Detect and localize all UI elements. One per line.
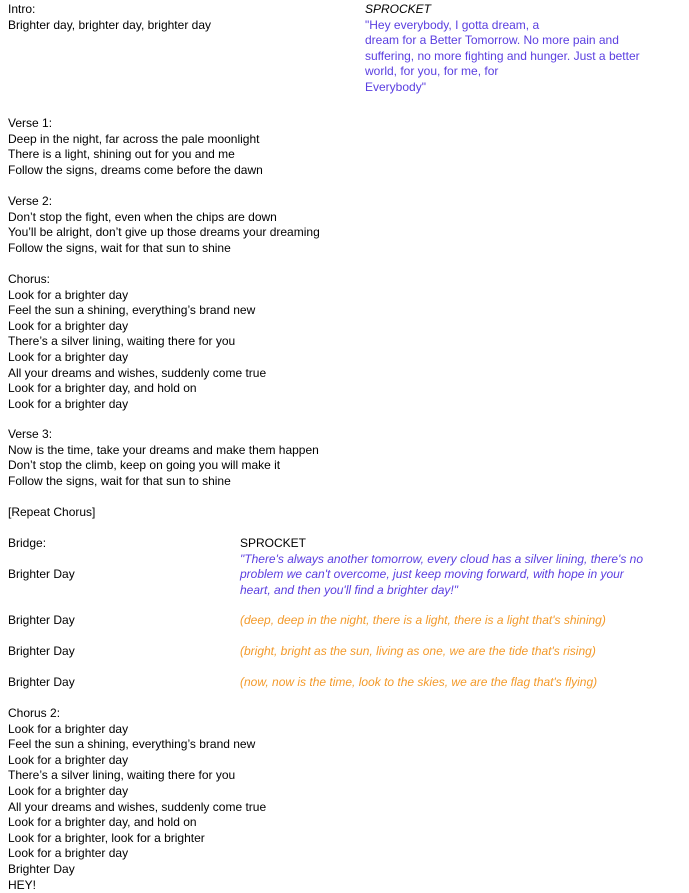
verse1-section <box>8 116 263 178</box>
lyric-line: Look for a brighter, look for a brighter <box>8 830 205 845</box>
lyric-line: Look for a brighter day, and hold on <box>8 815 197 830</box>
lyric-line: There’s a silver lining, waiting there for you <box>8 768 236 783</box>
lyric-line: Follow the signs, wait for that sun to shine <box>8 473 231 488</box>
bridge-echo <box>240 613 606 629</box>
lyric-line: Look for a brighter day <box>8 783 129 798</box>
lyric-line: HEY! <box>8 877 37 892</box>
verse2-section <box>8 194 320 256</box>
lyric-line: Look for a brighter day <box>8 318 129 333</box>
lyric-line: Don’t stop the fight, even when the chips are down <box>8 209 277 224</box>
lyric-line: You’ll be alright, don’t give up those dreams your dreaming <box>8 225 320 240</box>
lyric-line: Follow the signs, wait for that sun to shine <box>8 240 231 255</box>
bridge-echo-line: (bright, bright as the sun, living as one, we are the tide that's rising) <box>240 644 596 658</box>
lyric-line: Look for a brighter day <box>8 396 129 411</box>
bridge-row <box>8 675 75 691</box>
bridge-row-left: Brighter Day <box>8 613 75 627</box>
sprocket-line: "Hey everybody, I gotta dream, a <box>365 17 540 32</box>
bridge-row <box>8 567 75 583</box>
lyric-line: Look for a brighter day <box>8 721 129 736</box>
bridge-label-block <box>8 536 46 552</box>
lyric-line: All your dreams and wishes, suddenly come true <box>8 799 267 814</box>
intro-section <box>8 2 211 33</box>
lyric-line: Don’t stop the climb, keep on going you will make it <box>8 458 281 473</box>
chorus2-label: Chorus 2: <box>8 706 61 720</box>
sprocket-line: problem we can't overcome, just keep moving forward, with hope in your <box>240 567 624 582</box>
lyric-line: Look for a brighter day <box>8 287 129 302</box>
sprocket-dialog-top <box>365 2 640 96</box>
sprocket-name: SPROCKET <box>365 2 432 16</box>
bridge-label: Bridge: <box>8 536 47 550</box>
sprocket-line: dream for a Better Tomorrow. No more pain and <box>365 33 619 48</box>
chorus2-section <box>8 706 266 893</box>
chorus-label: Chorus: <box>8 272 51 286</box>
repeat-chorus-note <box>8 505 95 521</box>
bridge-row <box>8 644 75 660</box>
chorus-section <box>8 272 266 412</box>
verse3-label: Verse 3: <box>8 427 53 441</box>
bridge-row-left: Brighter Day <box>8 567 75 581</box>
lyric-line: Look for a brighter day <box>8 846 129 861</box>
lyric-line: Look for a brighter day <box>8 349 129 364</box>
sprocket-dialog-bridge <box>240 536 643 598</box>
sprocket-line: heart, and then you'll find a brighter day!" <box>240 582 459 597</box>
bridge-echo-line: (deep, deep in the night, there is a light, there is a light that's shining) <box>240 613 606 627</box>
lyric-line: Feel the sun a shining, everything’s brand new <box>8 303 256 318</box>
bridge-echo <box>240 644 596 660</box>
bridge-row-left: Brighter Day <box>8 644 75 658</box>
sprocket-name: SPROCKET <box>240 536 307 550</box>
repeat-chorus-text: [Repeat Chorus] <box>8 505 96 519</box>
lyric-line: Look for a brighter day, and hold on <box>8 381 197 396</box>
lyric-line: Now is the time, take your dreams and make them happen <box>8 442 319 457</box>
lyric-line: Brighter Day <box>8 861 75 876</box>
lyric-line: All your dreams and wishes, suddenly come true <box>8 365 267 380</box>
sprocket-line: Everybody" <box>365 79 426 94</box>
sprocket-line: world, for you, for me, for <box>365 64 499 79</box>
sprocket-line: suffering, no more fighting and hunger. Just a better <box>365 48 640 63</box>
bridge-row-left: Brighter Day <box>8 675 75 689</box>
lyric-line: Look for a brighter day <box>8 752 129 767</box>
intro-label: Intro: <box>8 2 36 16</box>
verse1-label: Verse 1: <box>8 116 53 130</box>
lyric-line: There’s a silver lining, waiting there for you <box>8 334 236 349</box>
lyric-line: Follow the signs, dreams come before the dawn <box>8 162 263 177</box>
sprocket-line: "There's always another tomorrow, every cloud has a silver lining, there's no <box>240 551 644 566</box>
intro-line: Brighter day, brighter day, brighter day <box>8 17 211 32</box>
bridge-echo <box>240 675 597 691</box>
verse3-section <box>8 427 319 489</box>
verse2-label: Verse 2: <box>8 194 53 208</box>
lyric-line: Deep in the night, far across the pale moonlight <box>8 131 260 146</box>
lyric-line: There is a light, shining out for you and me <box>8 147 235 162</box>
bridge-row <box>8 613 75 629</box>
lyric-line: Feel the sun a shining, everything’s brand new <box>8 737 256 752</box>
bridge-echo-line: (now, now is the time, look to the skies, we are the flag that's flying) <box>240 675 598 689</box>
